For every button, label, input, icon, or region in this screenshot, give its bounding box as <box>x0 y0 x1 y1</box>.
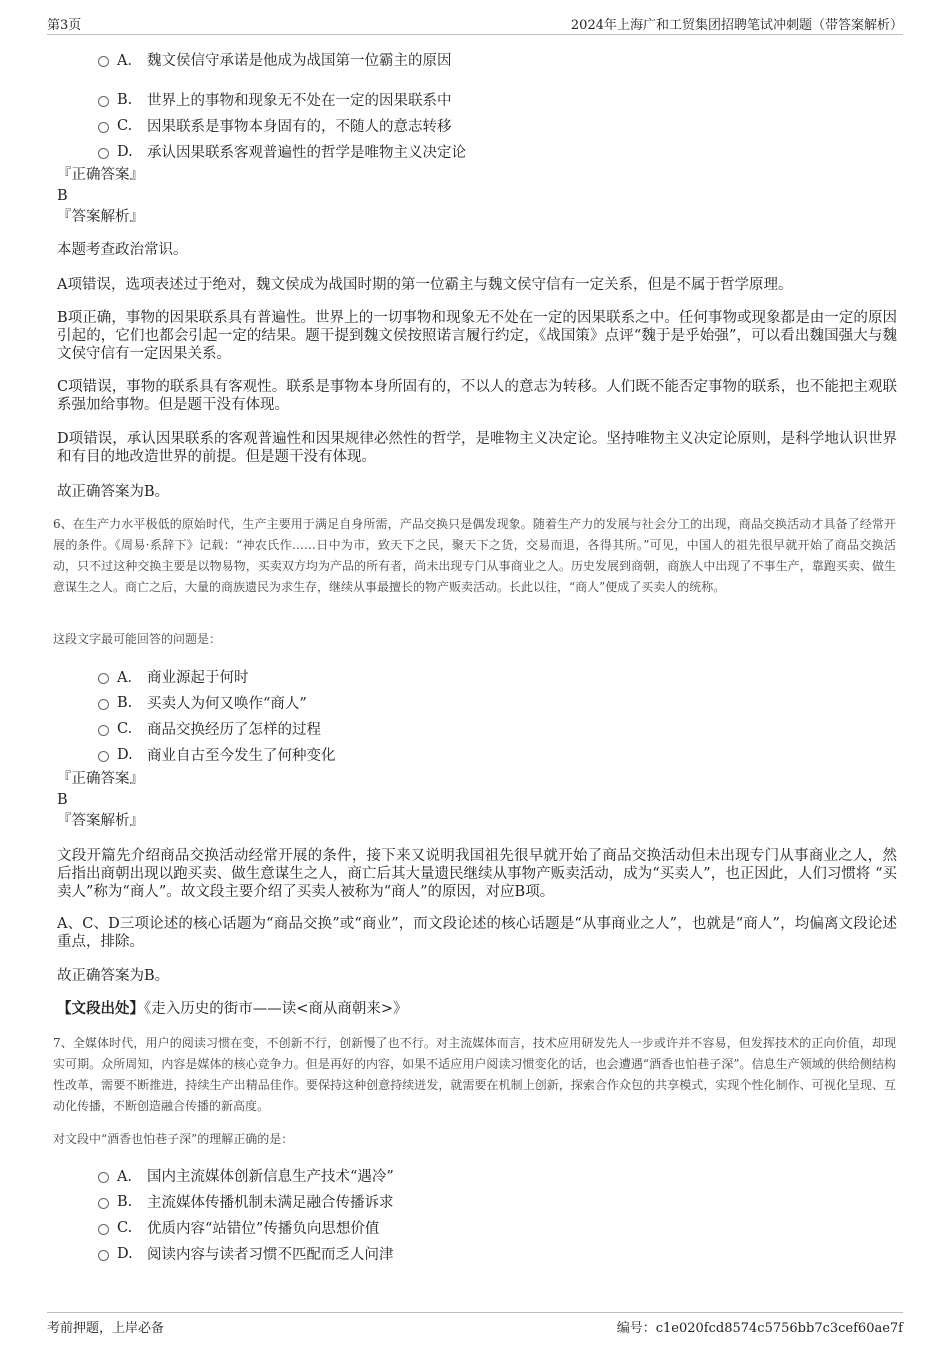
q5-option-a[interactable]: A． 魏文侯信守承诺是他成为战国第一位霸主的原因 <box>98 49 452 70</box>
radio-icon[interactable] <box>98 96 109 107</box>
source-label: 【文段出处】 <box>57 1000 144 1017</box>
analysis-label: 『答案解析』 <box>57 209 144 225</box>
analysis-paragraph: 文段开篇先介绍商品交换活动经常开展的条件，接下来又说明我国祖先很早就开始了商品交换活动但未出现专门从事商业之人，然后指出商朝出现以跑买卖、做生意谋生之人，商亡后其大量遗民继续从事物产贩卖活动，成为“买卖人”，也正因此，人们习惯将 “买卖人”称为“商人”。故文段主要介绍了买卖人被称为“商人”的原因，对应B项。 <box>57 848 897 900</box>
q5-option-b[interactable]: B. 世界上的事物和现象无不处在一定的因果联系中 <box>98 89 452 110</box>
radio-icon[interactable] <box>98 699 109 710</box>
q5-option-d[interactable]: D. 承认因果联系客观普遍性的哲学是唯物主义决定论 <box>98 141 466 162</box>
q7-option-c[interactable]: C. 优质内容“站错位”传播负向思想价值 <box>98 1217 379 1238</box>
radio-icon[interactable] <box>98 1250 109 1261</box>
source-text: 《走入历史的街市——读<商从商朝来>》 <box>144 1001 408 1017</box>
analysis-paragraph: 故正确答案为B。 <box>57 968 170 984</box>
question-stem: 7、全媒体时代，用户的阅读习惯在变，不创新不行，创新慢了也不行。对主流媒体而言，技术应用研发先人一步或许并不容易，但发挥技术的正向价值，却现实可期。众所周知，内容是媒体的核心竞争力。但是再好的内容，如果不适应用户阅读习惯变化的话，也会遭遇“酒香也怕巷子深”。信息生产领域的供给侧结构性改革，需要不断推进，持续生产出精品佳作。要保持这种创意持续迸发，就需要在机制上创新，探索合作众包的共享模式，实现个性化制作、可视化呈现、互动化传播，不断创造融合传播的新高度。 <box>53 1036 896 1113</box>
radio-icon[interactable] <box>98 751 109 762</box>
analysis-paragraph: C项错误，事物的联系具有客观性。联系是事物本身所固有的，不以人的意志为转移。人们既不能否定事物的联系，也不能把主观联系强加给事物。但是题干没有体现。 <box>57 379 897 413</box>
analysis-label: 『答案解析』 <box>57 813 144 829</box>
q7-option-d[interactable]: D. 阅读内容与读者习惯不匹配而乏人问津 <box>98 1243 394 1264</box>
q6-option-a[interactable]: A． 商业源起于何时 <box>98 666 249 687</box>
q6-option-c[interactable]: C. 商品交换经历了怎样的过程 <box>98 718 321 739</box>
radio-icon[interactable] <box>98 148 109 159</box>
q7-option-a[interactable]: A． 国内主流媒体创新信息生产技术“遇冷” <box>98 1165 394 1186</box>
q7-option-b[interactable]: B. 主流媒体传播机制未满足融合传播诉求 <box>98 1191 394 1212</box>
radio-icon[interactable] <box>98 1224 109 1235</box>
page-header <box>47 12 903 35</box>
analysis-paragraph: 本题考查政治常识。 <box>57 242 188 258</box>
radio-icon[interactable] <box>98 725 109 736</box>
page-number: 第3页 <box>47 18 82 33</box>
q6-option-b[interactable]: B. 买卖人为何又唤作“商人” <box>98 692 307 713</box>
page-footer <box>47 1312 903 1337</box>
radio-icon[interactable] <box>98 1172 109 1183</box>
analysis-paragraph: 故正确答案为B。 <box>57 484 170 500</box>
radio-icon[interactable] <box>98 1198 109 1209</box>
radio-icon[interactable] <box>98 122 109 133</box>
question-prompt: 这段文字最可能回答的问题是： <box>53 632 222 646</box>
question-stem: 6、在生产力水平极低的原始时代，生产主要用于满足自身所需，产品交换只是偶发现象。随着生产力的发展与社会分工的出现，商品交换活动才具备了经常开展的条件。《周易·系辞下》记载：“神农氏作……日中为市，致天下之民，聚天下之货，交易而退，各得其所。”可见，中国人的祖先很早就开始了商品交换活动，只不过这种交换主要是以物易物，买卖双方均为产品的所有者，尚未出现专门从事商业之人。历史发展到商朝，商族人中出现了不事生产，靠跑买卖、做生意谋生之人。商亡之后，大量的商族遗民为求生存，继续从事最擅长的物产贩卖活动。长此以往，“商人”便成了买卖人的统称。 <box>53 517 896 594</box>
analysis-paragraph: D项错误，承认因果联系的客观普遍性和因果规律必然性的哲学，是唯物主义决定论。坚持唯物主义决定论原则，是科学地认识世界和有目的地改造世界的前提。但是题干没有体现。 <box>57 431 897 465</box>
analysis-paragraph: A项错误，选项表述过于绝对，魏文侯成为战国时期的第一位霸主与魏文侯守信有一定关系，但是不属于哲学原理。 <box>57 277 793 293</box>
answer-value: B <box>57 792 68 808</box>
answer-label: 『正确答案』 <box>57 167 144 183</box>
radio-icon[interactable] <box>98 673 109 684</box>
answer-value: B <box>57 188 68 204</box>
document-title: 2024年上海广和工贸集团招聘笔试冲刺题（带答案解析） <box>570 18 903 33</box>
analysis-paragraph: B项正确，事物的因果联系具有普遍性。世界上的一切事物和现象无不处在一定的因果联系之中。任何事物或现象都是由一定的原因引起的，它们也都会引起一定的结果。题干提到魏文侯按照诺言履行约定，《战国策》点评“魏于是乎始强”，可以看出魏国强大与魏文侯守信有一定因果关系。 <box>57 310 897 362</box>
analysis-paragraph: A、C、D三项论述的核心话题为“商品交换”或“商业”，而文段论述的核心话题是“从事商业之人”，也就是“商人”，均偏离文段论述重点，排除。 <box>57 916 897 950</box>
document-id: 编号：c1e020fcd8574c5756bb7c3cef60ae7f <box>616 1321 903 1336</box>
radio-icon[interactable] <box>98 56 109 67</box>
q6-option-d[interactable]: D. 商业自古至今发生了何种变化 <box>98 744 336 765</box>
answer-label: 『正确答案』 <box>57 771 144 787</box>
q5-option-c[interactable]: C. 因果联系是事物本身固有的，不随人的意志转移 <box>98 115 452 136</box>
question-prompt: 对文段中“酒香也怕巷子深”的理解正确的是： <box>53 1132 294 1146</box>
source-line <box>57 998 408 1020</box>
footer-slogan: 考前押题，上岸必备 <box>47 1321 165 1336</box>
